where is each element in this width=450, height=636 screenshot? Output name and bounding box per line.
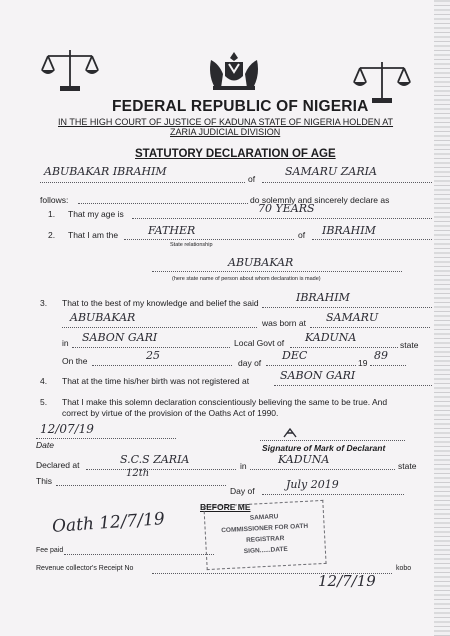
court-line-2: ZARIA JUDICIAL DIVISION — [170, 127, 281, 137]
stamp-line-4: SIGN......DATE — [243, 545, 288, 556]
kobo-label: kobo — [396, 565, 412, 572]
birth-year-value: 89 — [374, 349, 388, 362]
scan-edge — [434, 0, 450, 636]
scales-of-justice-icon — [40, 44, 100, 94]
stamp-line-1: SAMARU — [249, 513, 279, 522]
born-at-label: was born at — [262, 318, 306, 328]
birth-month-value: DEC — [282, 349, 308, 362]
belief-text: That to the best of my knowledge and belief the said — [62, 298, 259, 308]
solemn-line-2: correct by virtue of the provision of the Oaths Act of 1990. — [62, 408, 279, 418]
this-day-value: 12th — [126, 468, 150, 479]
subject-firstname: ABUBAKAR — [228, 256, 294, 269]
state-label: state — [400, 340, 419, 350]
person-caption: (here state name of person about whom declaration is made) — [172, 276, 321, 282]
subject-line-1: IBRAHIM — [296, 291, 350, 304]
receipt-no-label: Revenue collector's Receipt No — [36, 565, 134, 572]
birthplace-value: SAMARU — [326, 311, 379, 324]
relationship-value: FATHER — [148, 224, 196, 237]
month-year-value: July 2019 — [286, 478, 339, 491]
declarant-place: SAMARU ZARIA — [285, 165, 377, 178]
item-1-number: 1. — [48, 209, 56, 219]
coat-of-arms-icon — [205, 48, 263, 94]
solemn-line-1: That I make this solemn declaration conscientiously believing the same to be true. And — [62, 397, 388, 407]
declared-state-value: KADUNA — [278, 453, 330, 466]
document-title: STATUTORY DECLARATION OF AGE — [135, 148, 336, 160]
declared-at-label: Declared at — [36, 460, 80, 470]
birth-day-value: 25 — [146, 349, 160, 362]
receipt-date-value: 12/7/19 — [318, 572, 376, 590]
date-label: Date — [36, 440, 54, 450]
lga-label: Local Govt of — [234, 338, 285, 348]
state-label-2: state — [398, 461, 417, 471]
age-label: That my age is — [68, 209, 124, 219]
declarant-name: ABUBAKAR IBRAHIM — [44, 165, 167, 178]
sign-date-value: 12/07/19 — [40, 422, 94, 436]
commissioner-stamp — [203, 500, 326, 570]
in-label-2: in — [240, 461, 247, 471]
day-of-label-2: Day of — [230, 486, 255, 496]
birth-area-value: SABON GARI — [82, 331, 158, 344]
court-line-1: IN THE HIGH COURT OF JUSTICE OF KADUNA STATE OF NIGERIA HOLDEN AT — [58, 117, 394, 127]
document-header-title: FEDERAL REPUBLIC OF NIGERIA — [112, 98, 369, 115]
follows-label: follows: — [40, 195, 69, 205]
relationship-caption: State relationship — [170, 242, 213, 248]
in-label: in — [62, 338, 69, 348]
of-label-2: of — [298, 230, 306, 240]
commissioner-signature: Oath 12/7/19 — [51, 509, 166, 537]
subject-line-2: ABUBAKAR — [70, 311, 136, 324]
stamp-line-3: REGISTRAR — [245, 534, 285, 544]
registered-text: That at the time his/her birth was not registered at — [62, 376, 250, 386]
day-of-label: day of — [238, 358, 262, 368]
item-3-number: 3. — [40, 298, 48, 308]
subject-surname: IBRAHIM — [322, 224, 376, 237]
declarant-mark-icon — [282, 427, 298, 439]
item-2-number: 2. — [48, 230, 56, 240]
birth-state-value: KADUNA — [305, 331, 357, 344]
relation-label: That I am the — [68, 230, 119, 240]
not-registered-value: SABON GARI — [280, 369, 356, 382]
of-label: of — [248, 174, 256, 184]
signature-label: Signature of Mark of Declarant — [262, 443, 386, 453]
year-prefix: 19 — [358, 358, 368, 368]
age-value: 70 YEARS — [258, 202, 315, 215]
on-the-label: On the — [62, 356, 88, 366]
declared-place-value: S.C.S ZARIA — [120, 453, 190, 466]
item-4-number: 4. — [40, 376, 48, 386]
declare-text: do solemnly and sincerely declare as — [250, 195, 390, 205]
stamp-line-2: COMMISSIONER FOR OATH — [221, 522, 309, 535]
item-5-number: 5. — [40, 397, 48, 407]
before-me-label: BEFORE ME — [200, 502, 251, 512]
fee-paid-label: Fee paid — [36, 547, 64, 554]
this-label: This — [36, 476, 53, 486]
